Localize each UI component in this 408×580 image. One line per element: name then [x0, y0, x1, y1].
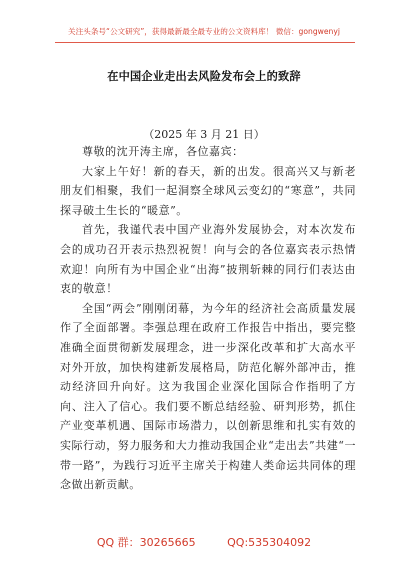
footer-qq-group: QQ 群：30265665 — [96, 536, 196, 549]
footer-contact — [0, 534, 408, 550]
header-divider — [55, 42, 355, 43]
document-body — [60, 142, 356, 495]
document-date: （2025 年 3 月 21 日） — [143, 128, 265, 141]
body-paragraph: 全国“两会”刚刚闭幕，为今年的经济社会高质量发展作了全面部署。李强总理在政府工作报告中指出，要完整准确全面贯彻新发展理念，进一步深化改革和扩大高水平对外开放，加快构建新发展格局，防范化解外部冲击，推动经济回升向好。这为我国企业深化国际合作指明了方向、注入了信心。我们要不断总结经验、研判形势，抓住产业变革机遇、国际市场潜力，以创新思维和扎实有效的实际行动，努力服务和大力推动我国企业“走出去”共建“一带一路”，为践行习近平主席关于构建人类命运共同体的理念做出新贡献。 — [60, 301, 356, 492]
header-banner: 关注头条号“公文研究”，获得最新最全最专业的公文资料库！ 微信：gongwenyj — [68, 27, 340, 36]
document-title: 在中国企业走出去风险发布会上的致辞 — [107, 70, 301, 83]
body-paragraph: 大家上午好！新的春天，新的出发。很高兴又与新老朋友们相聚，我们一起洞察全球风云变幻的“寒意”，共同探寻破土生长的“暖意”。 — [60, 164, 356, 217]
salutation-paragraph: 尊敬的沈开涛主席，各位嘉宾： — [82, 145, 244, 158]
footer-qq: QQ:535304092 — [227, 536, 312, 549]
body-paragraph: 首先，我谨代表中国产业海外发展协会，对本次发布会的成功召开表示热烈祝贺！向与会的各位嘉宾表示热情欢迎！向所有为中国企业“出海”披荆斩棘的同行们表达由衷的敬意！ — [60, 223, 356, 296]
